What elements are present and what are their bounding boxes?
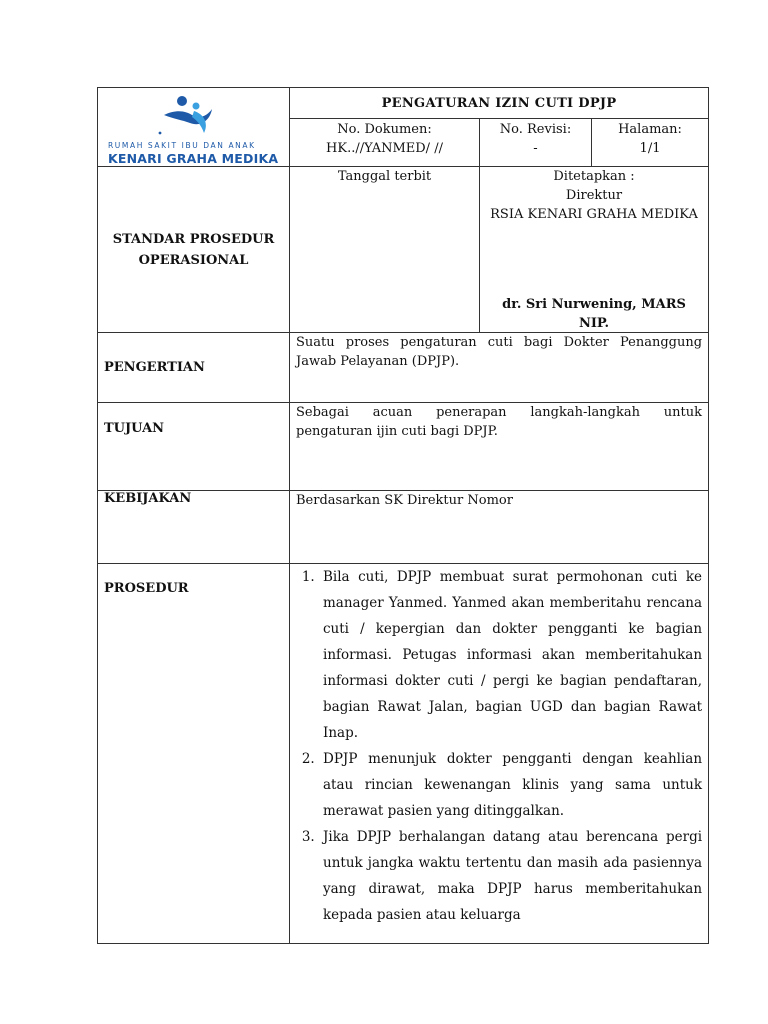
signatory-nip: NIP.: [578, 316, 610, 331]
tujuan-text: Sebagai acuan penerapan langkah-langkah untuk pengaturan ijin cuti bagi DPJP.: [290, 403, 709, 491]
logo-hospital-name: KENARI GRAHA MEDIKA: [108, 151, 279, 166]
prosedur-step: 1. Bila cuti, DPJP membuat surat permohonan cuti ke manager Yanmed. Yanmed akan memberitahu rencana cuti / kepergian dan dokter pengganti ke bagian informasi. Petugas informasi akan memberitahukan informasi dokter cuti / pergi ke bagian pendaftaran, bagian Rawat Jalan, bagian UGD dan bagian Rawat Inap.: [319, 564, 702, 746]
sop-label-line1: STANDAR PROSEDUR: [112, 231, 275, 247]
logo-tagline: RUMAH SAKIT IBU DAN ANAK: [108, 141, 256, 150]
prosedur-label: PROSEDUR: [98, 564, 290, 944]
page-value: 1/1: [639, 141, 661, 156]
prosedur-step: 2. DPJP menunjuk dokter pengganti dengan keahlian atau rincian kewenangan klinis yang sama untuk merawat pasien yang ditinggalkan.: [319, 746, 702, 824]
sop-label-line2: OPERASIONAL: [138, 252, 249, 268]
doc-number-cell: [290, 119, 480, 167]
doc-number-value: HK..//YANMED/ //: [326, 141, 443, 156]
revision-label: No. Revisi:: [499, 122, 572, 137]
document-title: PENGATURAN IZIN CUTI DPJP: [290, 88, 709, 119]
issue-date-label: Tanggal terbit: [337, 169, 432, 184]
tujuan-label: TUJUAN: [98, 403, 290, 491]
logo-cell: [98, 88, 290, 167]
approved-label: Ditetapkan :: [553, 169, 635, 184]
page-label: Halaman:: [618, 122, 682, 137]
kebijakan-text: Berdasarkan SK Direktur Nomor: [290, 491, 709, 564]
revision-cell: [480, 119, 592, 167]
prosedur-steps: [290, 564, 708, 928]
kebijakan-label: KEBIJAKAN: [98, 491, 290, 564]
doc-number-label: No. Dokumen:: [337, 122, 432, 137]
page-cell: [592, 119, 709, 167]
pengertian-text: Suatu proses pengaturan cuti bagi Dokter Penanggung Jawab Pelayanan (DPJP).: [290, 333, 709, 403]
revision-value: -: [533, 141, 538, 156]
issue-date-cell: [290, 167, 480, 333]
prosedur-step: 3. Jika DPJP berhalangan datang atau berencana pergi untuk jangka waktu tertentu dan masih ada pasiennya yang dirawat, maka DPJP harus memberitahukan kepada pasien atau keluarga: [319, 824, 702, 928]
signatory-name: dr. Sri Nurwening, MARS: [502, 297, 686, 312]
prosedur-cell: [290, 564, 709, 944]
approval-cell: [480, 167, 709, 333]
sop-label-cell: [98, 167, 290, 333]
mother-child-logo-icon: [156, 93, 222, 139]
sop-table: [97, 87, 709, 944]
pengertian-label: PENGERTIAN: [98, 333, 290, 403]
hospital-name: RSIA KENARI GRAHA MEDIKA: [490, 207, 698, 222]
approver-title: Direktur: [565, 188, 623, 203]
